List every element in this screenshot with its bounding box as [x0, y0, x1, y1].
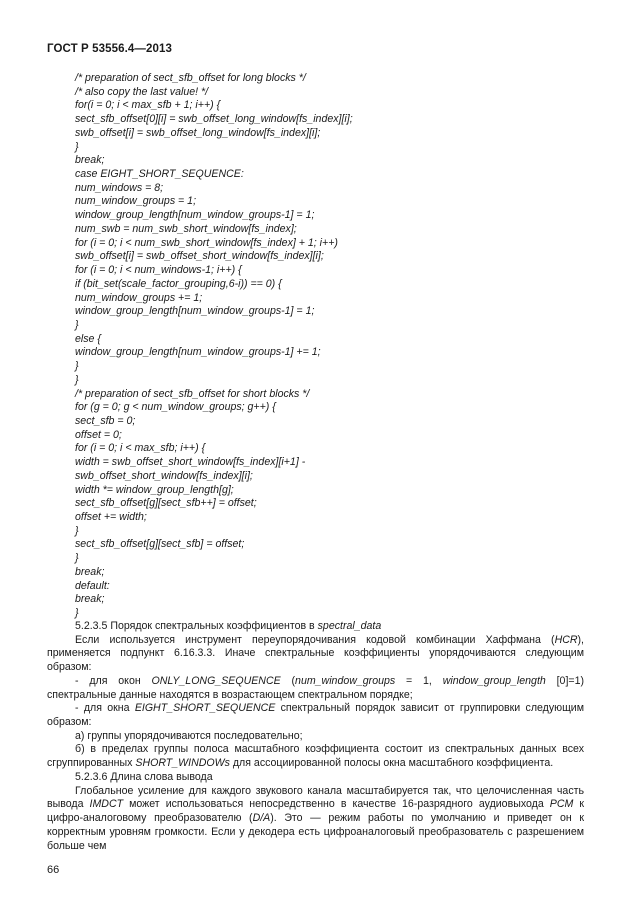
- code-line: }: [75, 524, 79, 537]
- code-line: }: [75, 607, 79, 620]
- code-line: }: [75, 140, 79, 153]
- list-item-b: б) в пределах группы полоса масштабного коэффициента состоит из спектральных данных всех сгруппированных SHORT_WINDOWs для ассоциированной полосы окна масштабного коэффициента.: [47, 743, 584, 770]
- code-line: for(i = 0; i < max_sfb + 1; i++) {: [75, 99, 221, 112]
- code-line: sect_sfb_offset[g][sect_sfb] = offset;: [75, 538, 245, 551]
- body-text: [47, 620, 584, 853]
- code-line: for (i = 0; i < num_swb_short_window[fs_index] + 1; i++): [75, 236, 338, 249]
- code-line: /* preparation of sect_sfb_offset for long blocks */: [75, 72, 306, 84]
- code-line: for (g = 0; g < num_window_groups; g++) {: [75, 401, 276, 414]
- code-line: sect_sfb_offset[0][i] = swb_offset_long_window[fs_index][i];: [75, 113, 353, 126]
- paragraph-short-sequence: - для окна EIGHT_SHORT_SEQUENCE спектральный порядок зависит от группировки следующим образом:: [47, 702, 584, 729]
- code-line: if (bit_set(scale_factor_grouping,6-i)) == 0) {: [75, 277, 282, 290]
- code-line: num_window_groups += 1;: [75, 291, 203, 304]
- section-5-2-3-5-title: 5.2.3.5 Порядок спектральных коэффициентов в spectral_data: [75, 620, 382, 632]
- code-line: }: [75, 373, 79, 386]
- code-line: for (i = 0; i < max_sfb; i++) {: [75, 442, 206, 455]
- document-header: ГОСТ Р 53556.4—2013: [47, 43, 172, 55]
- paragraph-output-word-length: Глобальное усиление для каждого звукового канала масштабируется так, что целочисленная часть вывода IMDCT может использоваться непосредственно в качестве 16-разрядного аудиовыхода PCM к цифро-аналоговому преобразователю (D/A). Это — режим работы по умолчанию и приведет он к корректным уровням громкости. Если у декодера есть цифроаналоговый преобразователь с разрешением больше чем: [47, 784, 584, 852]
- code-line: sect_sfb = 0;: [75, 414, 136, 427]
- code-line: window_group_length[num_window_groups-1] = 1;: [75, 209, 315, 222]
- code-line: break;: [75, 565, 105, 578]
- paragraph-hcr: Если используется инструмент переупорядочивания кодовой комбинации Хаффмана (HCR), применяется подпункт 6.16.3.3. Иначе спектральные коэффициенты упорядочиваются следующим образом:: [47, 633, 584, 674]
- code-line: default:: [75, 579, 110, 592]
- paragraph-long-sequence: - для окон ONLY_LONG_SEQUENCE (num_window_groups = 1, window_group_length [0]=1) спектральные данные находятся в возрастающем спектральном порядке;: [47, 674, 584, 701]
- code-line: }: [75, 318, 79, 331]
- code-line: window_group_length[num_window_groups-1] += 1;: [75, 346, 321, 359]
- code-line: swb_offset[i] = swb_offset_long_window[fs_index][i];: [75, 126, 321, 139]
- code-line: /* also copy the last value! */: [75, 85, 209, 98]
- code-listing: [75, 72, 595, 621]
- code-line: offset = 0;: [75, 428, 122, 441]
- code-line: for (i = 0; i < num_windows-1; i++) {: [75, 264, 242, 277]
- code-line: else {: [75, 332, 101, 345]
- code-line: offset += width;: [75, 511, 147, 523]
- code-line: sect_sfb_offset[g][sect_sfb++] = offset;: [75, 497, 257, 510]
- code-line: num_windows = 8;: [75, 181, 164, 194]
- code-line: case EIGHT_SHORT_SEQUENCE:: [75, 168, 244, 181]
- page-number: 66: [47, 864, 60, 876]
- code-line: swb_offset_short_window[fs_index][i];: [75, 469, 253, 482]
- code-line: /* preparation of sect_sfb_offset for short blocks */: [75, 387, 310, 400]
- section-5-2-3-6-title: 5.2.3.6 Длина слова вывода: [75, 770, 213, 783]
- code-line: }: [75, 552, 79, 565]
- code-line: num_window_groups = 1;: [75, 195, 197, 208]
- code-line: window_group_length[num_window_groups-1] = 1;: [75, 305, 315, 318]
- code-line: }: [75, 360, 79, 373]
- code-line: num_swb = num_swb_short_window[fs_index];: [75, 222, 297, 235]
- code-line: width *= window_group_length[g];: [75, 483, 234, 496]
- list-item-a: а) группы упорядочиваются последовательно;: [75, 729, 303, 742]
- code-line: break;: [75, 593, 105, 606]
- code-line: width = swb_offset_short_window[fs_index][i+1] -: [75, 456, 306, 469]
- code-line: break;: [75, 154, 105, 167]
- code-line: swb_offset[i] = swb_offset_short_window[fs_index][i];: [75, 250, 324, 263]
